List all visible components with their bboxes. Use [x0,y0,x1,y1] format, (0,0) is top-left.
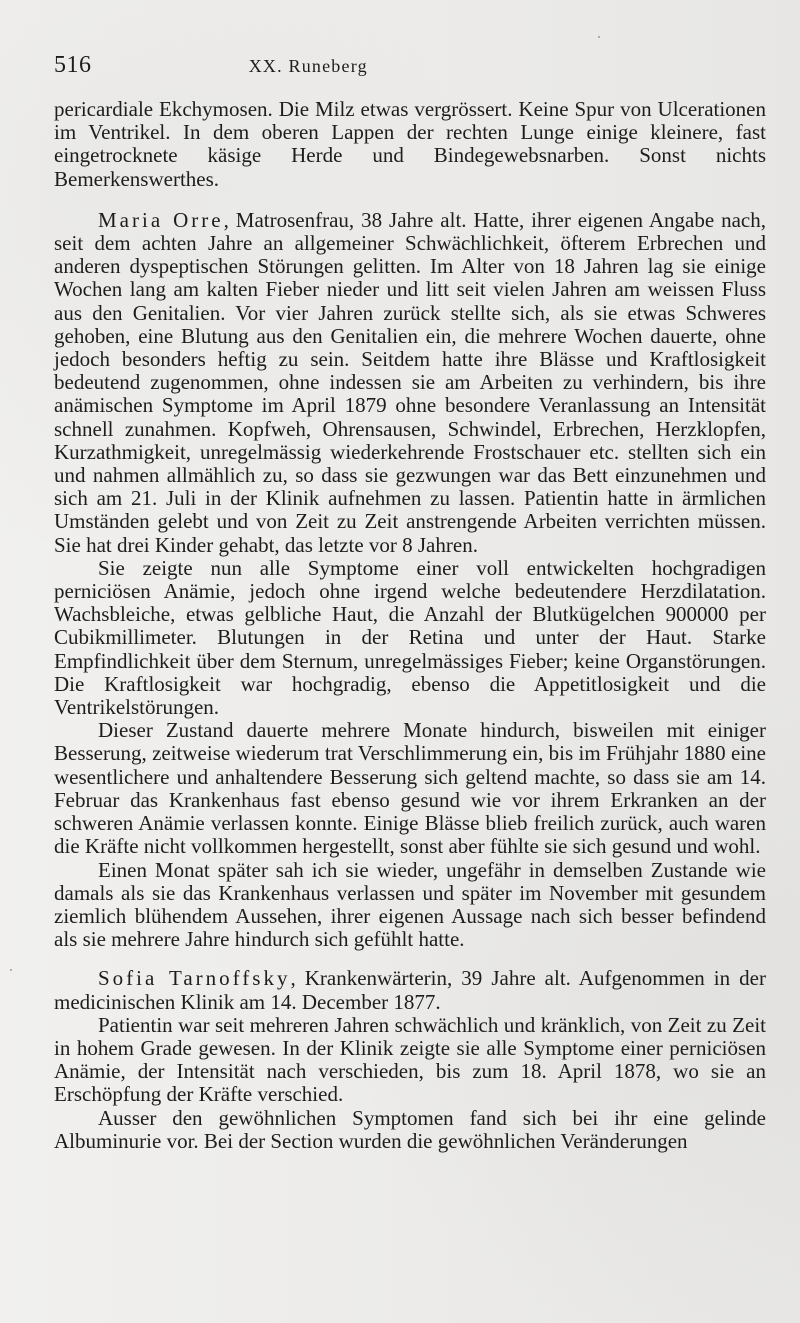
paragraph-7: Patientin war seit mehreren Jahren schwächlich und kränklich, von Zeit zu Zeit in hohem Grade gewesen. In der Klinik zeigte sie alle Symptome einer perniciösen Anämie, der Intensität nach verschieden, bis zum 18. April 1878, wo sie an Erschöpfung der Kräfte verschied. [54,1012,766,1107]
page-number: 516 [54,52,92,78]
paragraph-6 [54,967,766,1013]
page-header [54,52,766,80]
paragraph-4: Dieser Zustand dauerte mehrere Monate hindurch, bisweilen mit einiger Besserung, zeitweise wiederum trat Verschlimmerung ein, bis im Frühjahr 1880 eine wesentlichere und anhaltendere Besserung sich geltend machte, so dass sie am 14. Februar das Krankenhaus fast ebenso gesund wie vor ihrem Erkranken an der schweren Anämie verlassen konnte. Einige Blässe blieb freilich zurück, auch waren die Kräfte nicht vollkommen hergestellt, sonst aber fühlte sie sich gesund und wohl. [54,718,766,859]
paragraph-1: pericardiale Ekchymosen. Die Milz etwas vergrössert. Keine Spur von Ulcerationen im Ventrikel. In dem oberen Lappen der rechten Lunge einige kleinere, fast eingetrocknete käsige Herde und Bindegewebsnarben. Sonst nichts Bemerkenswerthes. [54,97,766,191]
body-text [54,98,766,1153]
paragraph-2-text: , Matrosenfrau, 38 Jahre alt. Hatte, ihrer eigenen Angabe nach, seit dem achten Jahre an allgemeiner Schwächlichkeit, öfterem Erbrechen und anderen dyspeptischen Störungen gelitten. Im Alter von 18 Jahren lag sie einige Wochen lang am kalten Fieber nieder und litt seit vielen Jahren am weissen Fluss aus den Genitalien. Vor vier Jahren zurück stellte sich, als sie etwas Schweres gehoben, eine Blutung aus den Genitalien ein, die mehrere Wochen dauerte, ohne jedoch besonders heftig zu sein. Seitdem hatte ihre Blässe und Kraftlosigkeit bedeutend zugenommen, ohne indessen sie am Arbeiten zu verhindern, bis ihre anämischen Symptome im April 1879 ohne besondere Veranlassung an Intensität schnell zunahmen. Kopfweh, Ohrensausen, Schwindel, Erbrechen, Herzklopfen, Kurzathmigkeit, unregelmässig wiederkehrende Frostschauer etc. stellten sich ein und nahmen allmählich zu, so dass sie gezwungen war das Bett einzunehmen und sich am 21. Juli in der Klinik aufnehmen zu lassen. Patientin hatte in ärmlichen Umständen gelebt und von Zeit zu Zeit anstrengende Arbeiten verrichten müssen. Sie hat drei Kinder gehabt, das letzte vor 8 Jahren. [54,207,767,557]
paragraph-6-text: , Krankenwärterin, 39 Jahre alt. Aufgenommen in der medicinischen Klinik am 14. December 1877. [54,966,766,1014]
page-speck [10,969,12,971]
running-head: XX. Runeberg [248,56,368,76]
paragraph-5: Einen Monat später sah ich sie wieder, ungefähr in demselben Zustande wie damals als sie das Krankenhaus verlassen und später im November mit gesundem ziemlich blühendem Aussehen, ihrer eigenen Aussage nach sich besser befindend als sie mehrere Jahre hindurch sich gefühlt hatte. [54,857,766,952]
case-name-maria-orre: Maria Orre [98,207,224,232]
paragraph-3: Sie zeigte nun alle Symptome einer voll entwickelten hochgradigen perniciösen Anämie, jedoch ohne irgend welche bedeutendere Herzdilatation. Wachsbleiche, etwas gelbliche Haut, die Anzahl der Blutkügelchen 900000 per Cubikmillimeter. Blutungen in der Retina und unter der Haut. Starke Empfindlichkeit über dem Sternum, unregelmässiges Fieber; keine Organstörungen. Die Kraftlosigkeit war hochgradig, ebenso die Appetitlosigkeit und die Ventrikelstörungen. [54,555,766,720]
paragraph-8: Ausser den gewöhnlichen Symptomen fand sich bei ihr eine gelinde Albuminurie vor. Bei der Section wurden die gewöhnlichen Veränderungen [54,1105,766,1153]
page-speck [598,36,600,38]
case-name-sofia-tarnoffsky: Sofia Tarnoffsky [98,966,291,991]
paragraph-2 [54,209,766,557]
